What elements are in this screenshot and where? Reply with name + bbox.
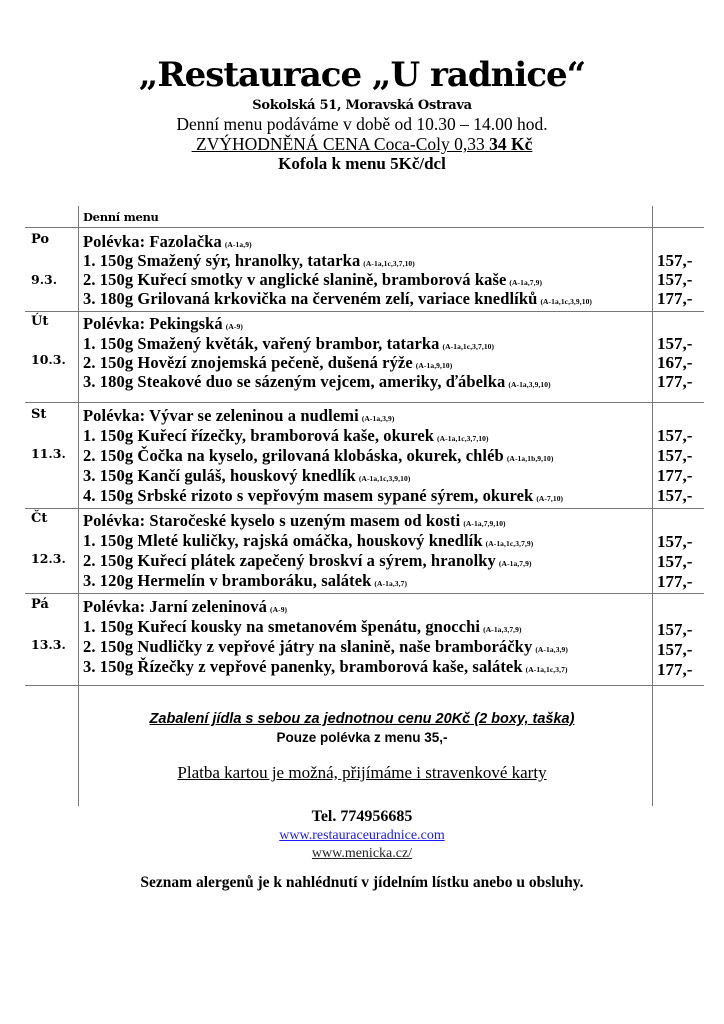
restaurant-address: Sokolská 51, Moravská Ostrava (252, 98, 472, 113)
dish-name: 1. 150g Mleté kuličky, rajská omáčka, houskový knedlík (83, 531, 483, 550)
soup-name: Polévka: Vývar se zeleninou a nudlemi (83, 406, 359, 425)
menu-item (83, 551, 532, 573)
menicka-link[interactable]: www.menicka.cz/ (311, 846, 413, 861)
day-label: Čt (31, 511, 48, 526)
dish-name: 4. 150g Srbské rizoto s vepřovým masem sypané sýrem, okurek (83, 486, 534, 505)
day-label: Pá (31, 597, 49, 612)
dish-name: 3. 150g Řízečky z vepřové panenky, bramborová kaše, salátek (83, 657, 523, 676)
price: 167,- (657, 353, 693, 372)
allergens: (A-1a,7,9,10) (463, 519, 506, 528)
table-rule-header (25, 227, 704, 228)
price: 157,- (657, 426, 693, 445)
price: 177,- (657, 372, 693, 391)
day-label: Út (31, 314, 49, 329)
soup-name: Polévka: Pekingská (83, 314, 223, 333)
dish-name: 1. 150g Smažený sýr, hranolky, tatarka (83, 251, 361, 270)
table-rule-st (25, 508, 704, 509)
offer-price: 34 Kč (489, 134, 533, 154)
price: 177,- (657, 466, 693, 485)
menu-item (83, 466, 410, 488)
soup-row (83, 511, 506, 533)
allergens: (A-1a,1c,3,9,10) (358, 474, 411, 483)
offer-text (192, 134, 533, 154)
soup-row (83, 406, 394, 428)
price: 157,- (657, 640, 693, 659)
table-header-label: Denní menu (83, 210, 159, 224)
menu-item (83, 426, 489, 448)
allergens: (A-1a,1c,3,7,10) (437, 434, 489, 443)
allergens: (A-1a,1c,3,7,9) (485, 539, 534, 548)
restaurant-title: „Restaurace „U radnice“ (138, 55, 586, 95)
day-date: 13.3. (31, 637, 66, 652)
menu-item (83, 446, 553, 468)
dish-name: 1. 150g Smažený květák, vařený brambor, tatarka (83, 334, 440, 353)
menu-item (83, 486, 563, 508)
dish-name: 2. 150g Kuřecí smotky v anglické slanině, bramborová kaše (83, 270, 507, 289)
day-label: St (31, 407, 47, 422)
menu-item (83, 372, 551, 394)
menu-hours: Denní menu podáváme v době od 10.30 – 14.00 hod. (176, 114, 548, 134)
day-date: 11.3. (31, 446, 66, 461)
soup-name: Polévka: Jarní zeleninová (83, 597, 267, 616)
price: 177,- (657, 660, 693, 679)
packaging-note (0, 710, 724, 728)
phone-number: Tel. 774956685 (311, 808, 413, 825)
price: 157,- (657, 334, 693, 353)
price: 157,- (657, 532, 693, 551)
allergens: (A-1a,1c,3,7) (525, 665, 568, 674)
allergens: (A-1a,9,10) (415, 361, 453, 370)
day-date: 9.3. (31, 272, 58, 287)
card-payment-note (0, 762, 724, 784)
day-label: Po (31, 232, 50, 247)
allergens: (A-1a,1c,3,7,10) (442, 342, 495, 351)
price: 157,- (657, 446, 693, 465)
allergens: (A-1a,3,7) (374, 579, 408, 588)
website-link-row (0, 827, 724, 844)
menu-item (83, 289, 592, 311)
table-rule-po (25, 311, 704, 312)
soup-row (83, 314, 243, 336)
dish-name: 3. 180g Grilovaná krkovička na červeném zelí, variace knedlíků (83, 289, 538, 308)
dish-name: 2. 150g Hovězí znojemská pečeně, dušená rýže (83, 353, 413, 372)
allergens: (A-7,10) (536, 494, 564, 503)
soup-name: Polévka: Staročeské kyselo s uzeným masem od kosti (83, 511, 461, 530)
allergens: (A-1a,1c,3,9,10) (540, 297, 593, 306)
allergens: (A-1a,3,9) (535, 645, 568, 654)
allergens: (A-1a,7,9) (498, 559, 532, 568)
allergens: (A-1a,3,9,10) (508, 380, 551, 389)
dish-name: 3. 180g Steakové duo se sázeným vejcem, ameriky, ďábelka (83, 372, 506, 391)
price: 157,- (657, 251, 693, 270)
price: 157,- (657, 620, 693, 639)
allergens: (A-1a,7,9) (509, 278, 543, 287)
menu-item (83, 637, 568, 659)
price: 157,- (657, 552, 693, 571)
website-link[interactable]: www.restauraceuradnice.com (279, 828, 445, 843)
soup-name: Polévka: Fazolačka (83, 232, 222, 251)
table-rule-pa (25, 685, 704, 686)
packaging-text: Zabalení jídla s sebou za jednotnou cenu 20Kč (2 boxy, taška) (149, 711, 575, 727)
price: 157,- (657, 486, 693, 505)
allergens: (A-9) (225, 322, 243, 331)
day-date: 12.3. (31, 551, 66, 566)
allergens: (A-1a,3,9) (361, 414, 395, 423)
soup-row (83, 597, 287, 619)
kofola-note: Kofola k menu 5Kč/dcl (278, 154, 446, 173)
dish-name: 3. 150g Kančí guláš, houskový knedlík (83, 466, 356, 485)
price: 177,- (657, 572, 693, 591)
table-rule-ut (25, 402, 704, 403)
dish-name: 1. 150g Kuřecí řízečky, bramborová kaše, okurek (83, 426, 435, 445)
offer-label: ZVÝHODNĚNÁ CENA Coca-Coly 0,33 (196, 134, 485, 154)
day-date: 10.3. (31, 352, 66, 367)
allergens-note: Seznam alergenů je k nahlédnutí v jídelním lístku anebo u obsluhy. (140, 874, 584, 891)
menu-item (83, 571, 407, 593)
price: 157,- (657, 270, 693, 289)
price: 177,- (657, 289, 693, 308)
allergens: (A-1a,1b,9,10) (506, 454, 554, 463)
dish-name: 2. 150g Čočka na kyselo, grilovaná klobáska, okurek, chléb (83, 446, 504, 465)
allergens: (A-1a,3,7,9) (483, 625, 522, 634)
dish-name: 2. 150g Nudličky z vepřové játry na slanině, naše bramboráčky (83, 637, 533, 656)
allergens: (A-9) (269, 605, 288, 614)
soup-only-note: Pouze polévka z menu 35,- (276, 730, 448, 745)
allergens: (A-1a,9) (224, 240, 252, 249)
menu-item (83, 657, 568, 679)
card-payment-text: Platba kartou je možná, přijímáme i stravenkové karty (177, 763, 547, 782)
allergens: (A-1a,1c,3,7,10) (363, 259, 415, 268)
menicka-link-row (0, 845, 724, 862)
dish-name: 3. 120g Hermelín v bramboráku, salátek (83, 571, 372, 590)
coca-cola-offer (0, 134, 724, 154)
dish-name: 2. 150g Kuřecí plátek zapečený broskví a sýrem, hranolky (83, 551, 496, 570)
table-rule-ct (25, 593, 704, 594)
menu-item (83, 617, 522, 639)
dish-name: 1. 150g Kuřecí kousky na smetanovém špenátu, gnocchi (83, 617, 481, 636)
menu-item (83, 531, 533, 553)
